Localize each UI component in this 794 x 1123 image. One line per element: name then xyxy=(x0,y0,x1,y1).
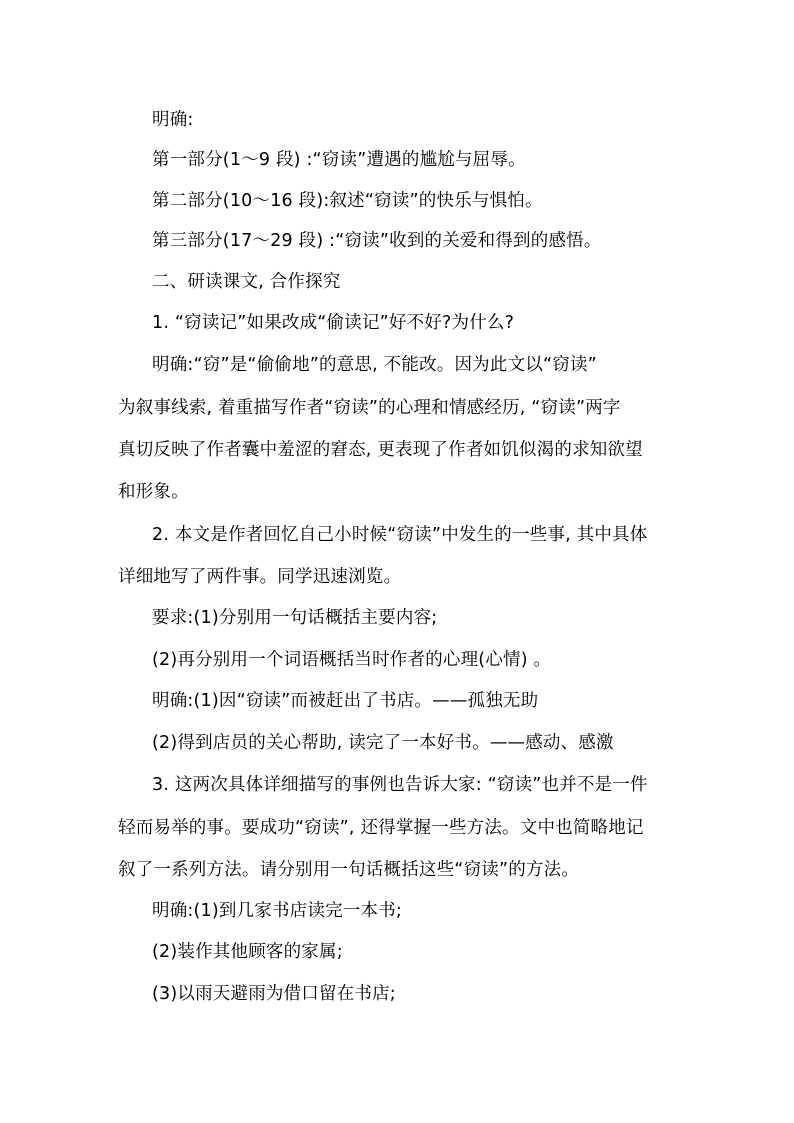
answer-label: 明确: xyxy=(152,110,194,130)
answer-three-line-1: 明确:(1)到几家书店读完一本书; xyxy=(152,901,402,921)
question-two-line-1: 2. 本文是作者回忆自己小时候“窃读”中发生的一些事, 其中具体 xyxy=(152,525,648,545)
answer-two-line-2: (2)得到店员的关心帮助, 读完了一本好书。——感动、感激 xyxy=(152,733,614,753)
answer-three-line-3: (3)以雨天避雨为借口留在书店; xyxy=(152,984,396,1004)
answer-one-line-2: 为叙事线索, 着重描写作者“窃读”的心理和情感经历, “窃读”两字 xyxy=(118,398,621,418)
answer-one-line-1: 明确:“窃”是“偷偷地”的意思, 不能改。因为此文以“窃读” xyxy=(152,355,597,375)
answer-three-line-2: (2)装作其他顾客的家属; xyxy=(152,942,343,962)
part-two-text: 第二部分(10～16 段):叙述“窃读”的快乐与惧怕。 xyxy=(152,191,543,211)
question-three-line-2: 轻而易举的事。要成功“窃读”, 还得掌握一些方法。文中也简略地记 xyxy=(118,818,644,838)
section-heading: 二、研读课文, 合作探究 xyxy=(152,272,341,292)
question-two-line-2: 详细地写了两件事。同学迅速浏览。 xyxy=(118,567,402,587)
question-three-line-1: 3. 这两次具体详细描写的事例也告诉大家: “窃读”也并不是一件 xyxy=(152,775,648,795)
answer-one-line-3: 真切反映了作者囊中羞涩的窘态, 更表现了作者如饥似渴的求知欲望 xyxy=(118,440,643,460)
question-one: 1. “窃读记”如果改成“偷读记”好不好?为什么? xyxy=(152,313,515,333)
requirement-one: 要求:(1)分别用一句话概括主要内容; xyxy=(152,608,438,628)
answer-one-line-4: 和形象。 xyxy=(118,482,189,502)
question-three-line-3: 叙了一系列方法。请分别用一句话概括这些“窃读”的方法。 xyxy=(118,860,580,880)
answer-two-line-1: 明确:(1)因“窃读”而被赶出了书店。——孤独无助 xyxy=(152,691,539,711)
requirement-two: (2)再分别用一个词语概括当时作者的心理(心情) 。 xyxy=(152,650,552,670)
part-one-text: 第一部分(1～9 段) :“窃读”遭遇的尴尬与屈辱。 xyxy=(152,150,526,170)
part-three-text: 第三部分(17～29 段) :“窃读”收到的关爱和得到的感悟。 xyxy=(152,231,602,251)
